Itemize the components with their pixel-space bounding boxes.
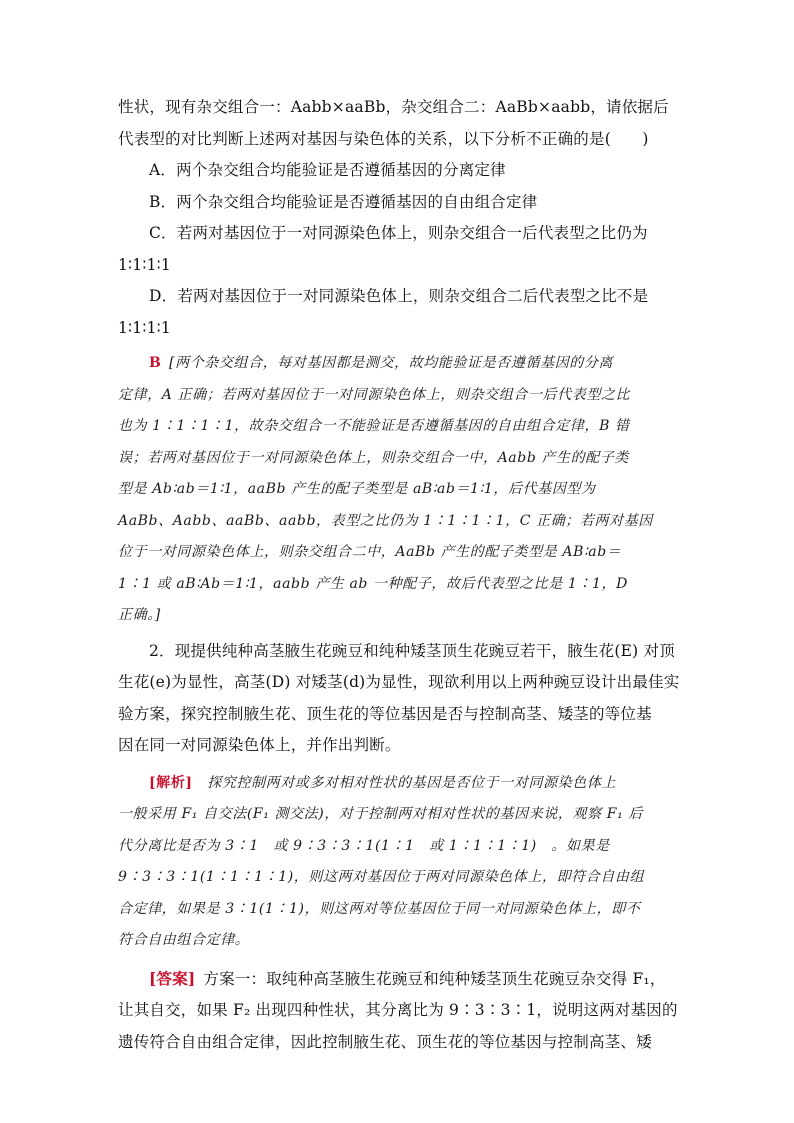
q1-solution-line-2: 定律，A 正确；若两对基因位于一对同源染色体上，则杂交组合一后代表型之比	[118, 386, 631, 403]
q1-option-d-cont: 1∶1∶1∶1	[118, 318, 171, 337]
q1-solution-line-8: 1∶1 或 aB∶Ab＝1∶1，aabb 产生 ab 一种配子，故后代表型之比是 1∶1，D	[118, 575, 628, 592]
q1-solution-line-1	[118, 348, 678, 380]
q1-solution-line-5: 型是 Ab∶ab＝1∶1，aaBb 产生的配子类型是 aB∶ab＝1∶1，后代基因型为	[118, 481, 596, 497]
q2-analysis-line-2: 一般采用 F₁ 自交法(F₁ 测交法)，对于控制两对相对性状的基因来说，观察 F₁ 后	[118, 806, 643, 822]
q1-solution-text-1: [两个杂交组合，每对基因都是测交，故均能验证是否遵循基因的分离	[169, 355, 614, 371]
q1-solution-line-6: AaBb、Aabb、aaBb、aabb，表型之比仍为 1∶1∶1∶1，C 正确；若两对基因	[118, 512, 653, 529]
q2-stem-line-4: 因在同一对同源染色体上，并作出判断。	[118, 736, 401, 754]
q2-analysis-line-3: 代分离比是否为 3∶1 或 9∶3∶3∶1(1∶1 或 1∶1∶1∶1) 。如果是	[118, 837, 610, 854]
q2-stem-line-1: 2．现提供纯种高茎腋生花豌豆和纯种矮茎顶生花豌豆若干，腋生花(E) 对顶	[149, 641, 675, 660]
q1-answer-letter: B	[149, 355, 162, 371]
q1-solution-line-7: 位于一对同源染色体上，则杂交组合二中，AaBb 产生的配子类型是 AB∶ab＝	[118, 544, 622, 560]
q2-answer-line-2: 让其自交，如果 F₂ 出现四种性状，其分离比为 9∶3∶3∶1，说明这两对基因的	[118, 1001, 678, 1019]
q1-solution-line-3: 也为 1∶1∶1∶1，故杂交组合一不能验证是否遵循基因的自由组合定律，B 错	[118, 418, 630, 434]
q1-option-c-cont: 1∶1∶1∶1	[118, 255, 171, 274]
q2-analysis-line-1	[118, 768, 678, 800]
q2-stem-line-3: 验方案，探究控制腋生花、顶生花的等位基因是否与控制高茎、矮茎的等位基	[118, 704, 652, 723]
q2-answer-text-1: 方案一：取纯种高茎腋生花豌豆和纯种矮茎顶生花豌豆杂交得 F₁，	[203, 969, 666, 988]
q1-solution-line-9: 正确。]	[118, 607, 161, 623]
q2-analysis-line-6: 符合自由组合定律。	[118, 932, 250, 948]
q1-option-c: C．若两对基因位于一对同源染色体上，则杂交组合一后代表型之比仍为	[149, 224, 648, 242]
q1-option-d: D．若两对基因位于一对同源染色体上，则杂交组合二后代表型之比不是	[149, 287, 649, 305]
q2-answer-line-1	[118, 963, 678, 996]
q1-solution-line-4: 误；若两对基因位于一对同源染色体上，则杂交组合一中，Aabb 产生的配子类	[118, 449, 630, 466]
q2-answer-line-3: 遗传符合自由组合定律，因此控制腋生花、顶生花的等位基因与控制高茎、矮	[118, 1032, 652, 1051]
q2-stem-line-2: 生花(e)为显性，高茎(D) 对矮茎(d)为显性，现欲利用以上两种豌豆设计出最佳实	[118, 673, 680, 691]
q2-analysis-line-5: 合定律，如果是 3∶1(1∶1)，则这两对等位基因位于同一对同源染色体上，即不	[118, 900, 641, 917]
q2-analysis-text-1: 探究控制两对或多对相对性状的基因是否位于一对同源染色体上	[207, 774, 617, 791]
q1-stem-line-1: 性状，现有杂交组合一：Aabb×aaBb，杂交组合二：AaBb×aabb，请依据后	[118, 98, 669, 116]
q1-option-a: A．两个杂交组合均能验证是否遵循基因的分离定律	[149, 161, 506, 179]
q1-option-b: B．两个杂交组合均能验证是否遵循基因的自由组合定律	[149, 192, 538, 211]
q2-analysis-line-4: 9∶3∶3∶1(1∶1∶1∶1)，则这两对基因位于两对同源染色体上，即符合自由组	[118, 869, 645, 885]
document-page	[118, 92, 678, 1058]
analysis-tag: [解析]	[149, 774, 193, 791]
q1-stem-line-2: 代表型的对比判断上述两对基因与染色体的关系，以下分析不正确的是( )	[118, 129, 649, 148]
answer-tag: [答案]	[149, 968, 196, 988]
